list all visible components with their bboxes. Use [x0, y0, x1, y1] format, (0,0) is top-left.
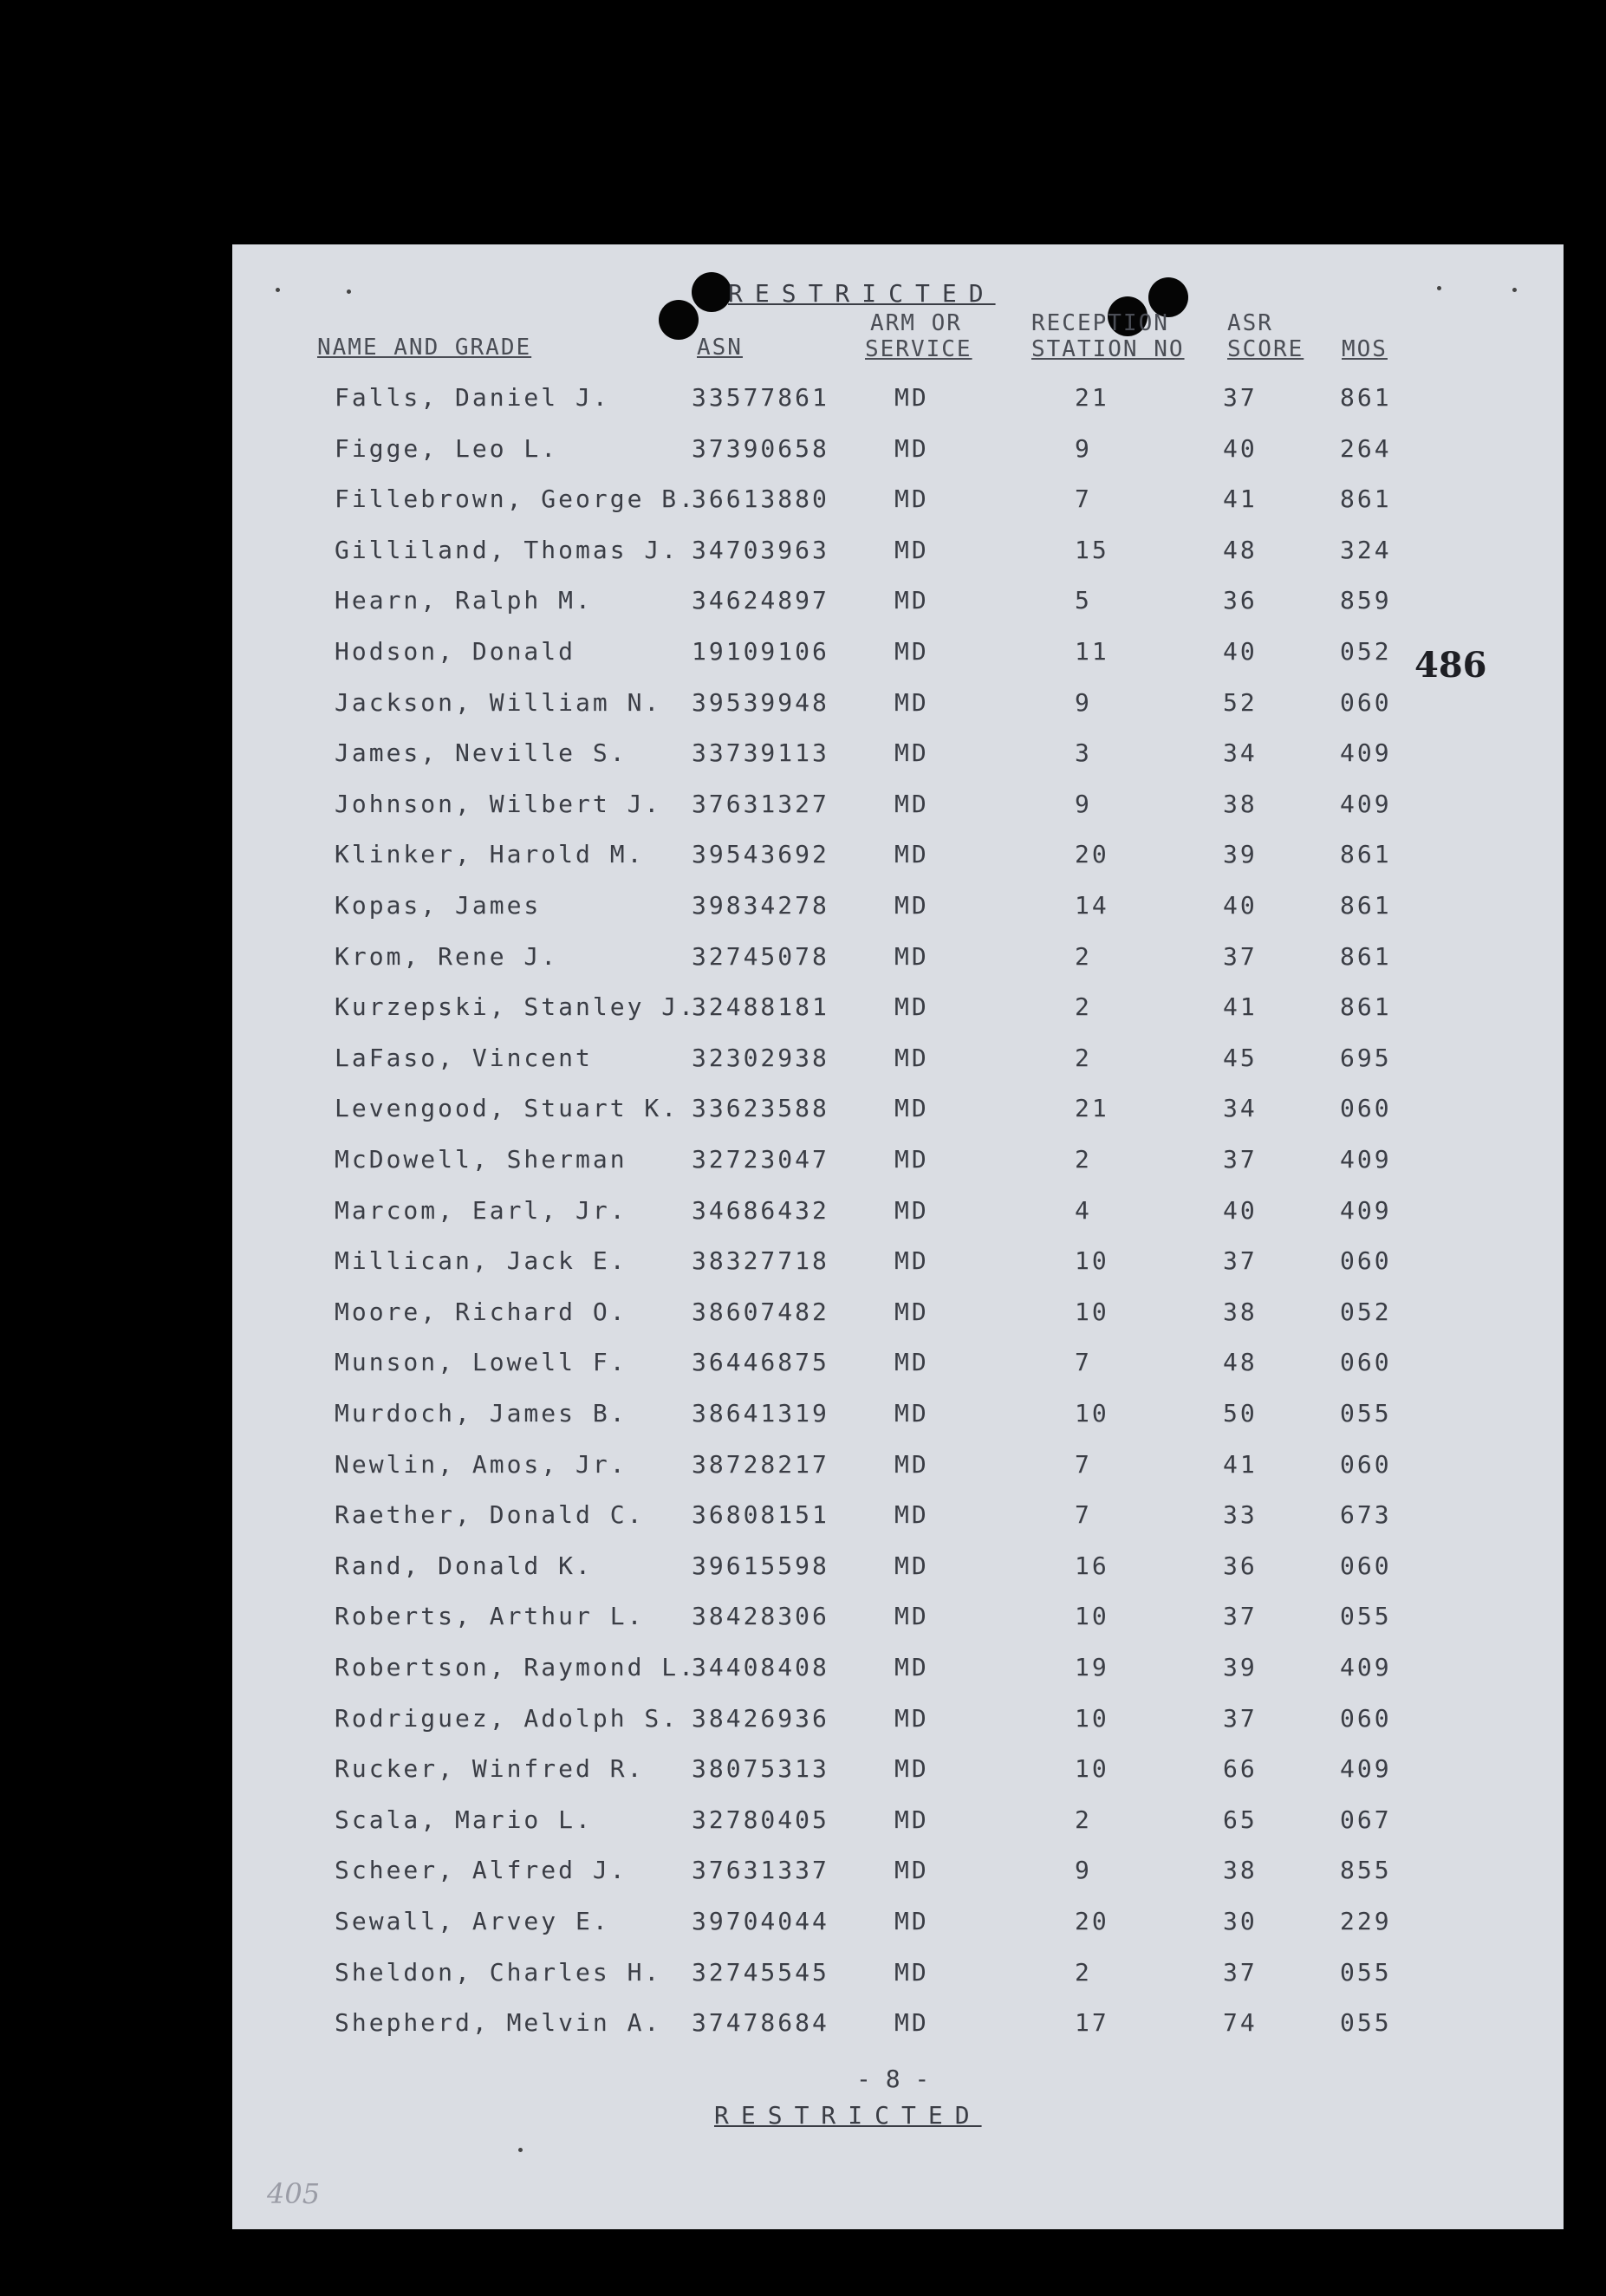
cell-mos: 060	[1340, 1703, 1392, 1733]
cell-asr-score: 37	[1223, 1145, 1258, 1174]
cell-asn: 34703963	[692, 535, 829, 564]
cell-reception-station: 2	[1075, 941, 1092, 971]
table-row	[232, 942, 1564, 992]
cell-mos: 409	[1340, 1653, 1392, 1681]
table-row	[232, 688, 1564, 738]
cell-asn: 32723047	[692, 1145, 829, 1174]
cell-asn: 34686432	[692, 1195, 829, 1225]
cell-reception-station: 17	[1075, 2008, 1109, 2038]
cell-asr-score: 36	[1223, 586, 1258, 615]
document-page	[232, 244, 1564, 2229]
cell-asr-score: 37	[1223, 1246, 1258, 1276]
cell-mos: 324	[1340, 535, 1392, 564]
cell-reception-station: 2	[1075, 1145, 1092, 1174]
cell-reception-station: 2	[1075, 1957, 1092, 1987]
table-row	[232, 1907, 1564, 1957]
cell-asn: 37631337	[692, 1856, 829, 1885]
cell-name: Gilliland, Thomas J.	[335, 535, 679, 564]
cell-arm-service: MD	[894, 1043, 929, 1072]
cell-asr-score: 41	[1223, 1449, 1258, 1479]
punch-hole	[692, 272, 731, 312]
column-header-asr-line2: SCORE	[1227, 336, 1304, 362]
cell-name: Raether, Donald C.	[335, 1500, 645, 1530]
cell-mos: 855	[1340, 1856, 1392, 1885]
cell-arm-service: MD	[894, 1246, 929, 1276]
cell-reception-station: 4	[1075, 1195, 1092, 1225]
cell-arm-service: MD	[894, 485, 929, 514]
cell-asr-score: 50	[1223, 1399, 1258, 1428]
cell-arm-service: MD	[894, 687, 929, 717]
cell-asn: 34408408	[692, 1653, 829, 1681]
cell-name: Rucker, Winfred R.	[335, 1754, 645, 1784]
cell-name: Kopas, James	[335, 891, 542, 920]
cell-arm-service: MD	[894, 1297, 929, 1326]
cell-asn: 32745078	[692, 941, 829, 971]
cell-asr-score: 48	[1223, 1348, 1258, 1377]
cell-reception-station: 16	[1075, 1551, 1109, 1580]
column-header-station	[1031, 310, 1185, 362]
cell-arm-service: MD	[894, 586, 929, 615]
cell-asr-score: 74	[1223, 2008, 1258, 2038]
cell-reception-station: 7	[1075, 1449, 1092, 1479]
cell-asr-score: 45	[1223, 1043, 1258, 1072]
cell-mos: 861	[1340, 891, 1392, 920]
cell-asr-score: 38	[1223, 1297, 1258, 1326]
cell-reception-station: 2	[1075, 992, 1092, 1022]
cell-name: Shepherd, Melvin A.	[335, 2008, 662, 2038]
column-header-name	[317, 335, 531, 361]
table-row	[232, 2008, 1564, 2059]
cell-reception-station: 15	[1075, 535, 1109, 564]
column-header-name-label: NAME AND GRADE	[317, 335, 532, 361]
cell-name: McDowell, Sherman	[335, 1145, 627, 1174]
speck	[1512, 288, 1517, 292]
table-row	[232, 1653, 1564, 1703]
cell-name: Millican, Jack E.	[335, 1246, 627, 1276]
cell-reception-station: 2	[1075, 1043, 1092, 1072]
column-header-mos	[1342, 336, 1388, 362]
cell-arm-service: MD	[894, 1602, 929, 1631]
cell-arm-service: MD	[894, 383, 929, 412]
cell-arm-service: MD	[894, 637, 929, 666]
cell-asr-score: 33	[1223, 1500, 1258, 1530]
cell-mos: 060	[1340, 1449, 1392, 1479]
cell-reception-station: 5	[1075, 586, 1092, 615]
cell-name: Sheldon, Charles H.	[335, 1957, 662, 1987]
cell-mos: 060	[1340, 1246, 1392, 1276]
cell-arm-service: MD	[894, 433, 929, 463]
cell-asn: 38426936	[692, 1703, 829, 1733]
column-header-asr-line1: ASR	[1227, 310, 1273, 336]
cell-mos: 409	[1340, 789, 1392, 818]
cell-name: Murdoch, James B.	[335, 1399, 627, 1428]
cell-reception-station: 10	[1075, 1754, 1109, 1784]
cell-asn: 33577861	[692, 383, 829, 412]
cell-reception-station: 20	[1075, 840, 1109, 869]
cell-asn: 39543692	[692, 840, 829, 869]
cell-asn: 39834278	[692, 891, 829, 920]
cell-asn: 39615598	[692, 1551, 829, 1580]
cell-asn: 38327718	[692, 1246, 829, 1276]
cell-asr-score: 40	[1223, 891, 1258, 920]
cell-arm-service: MD	[894, 1195, 929, 1225]
table-row	[232, 1399, 1564, 1449]
cell-name: Rodriguez, Adolph S.	[335, 1703, 679, 1733]
cell-asr-score: 37	[1223, 941, 1258, 971]
cell-name: Levengood, Stuart K.	[335, 1094, 679, 1123]
cell-arm-service: MD	[894, 891, 929, 920]
cell-arm-service: MD	[894, 1703, 929, 1733]
cell-asr-score: 41	[1223, 992, 1258, 1022]
column-header-asn-label: ASN	[697, 335, 743, 361]
cell-reception-station: 7	[1075, 1348, 1092, 1377]
cell-mos: 409	[1340, 1195, 1392, 1225]
cell-arm-service: MD	[894, 1907, 929, 1935]
table-row	[232, 383, 1564, 433]
cell-name: Jackson, William N.	[335, 687, 662, 717]
cell-arm-service: MD	[894, 1399, 929, 1428]
cell-asr-score: 37	[1223, 383, 1258, 412]
table-row	[232, 1602, 1564, 1652]
cell-asn: 33623588	[692, 1094, 829, 1123]
cell-reception-station: 10	[1075, 1602, 1109, 1631]
column-header-asr	[1227, 310, 1304, 362]
cell-asn: 36613880	[692, 485, 829, 514]
cell-arm-service: MD	[894, 941, 929, 971]
cell-reception-station: 19	[1075, 1653, 1109, 1681]
cell-asn: 38428306	[692, 1602, 829, 1631]
cell-reception-station: 9	[1075, 1856, 1092, 1885]
table-row	[232, 586, 1564, 636]
cell-mos: 060	[1340, 1094, 1392, 1123]
footer-restricted: RESTRICTED	[714, 2101, 982, 2130]
cell-arm-service: MD	[894, 1856, 929, 1885]
cell-asr-score: 66	[1223, 1754, 1258, 1784]
cell-asn: 38641319	[692, 1399, 829, 1428]
cell-asn: 33739113	[692, 738, 829, 768]
cell-reception-station: 10	[1075, 1399, 1109, 1428]
stamped-number: 486	[1414, 645, 1487, 686]
cell-asn: 38075313	[692, 1754, 829, 1784]
cell-arm-service: MD	[894, 535, 929, 564]
page-number: - 8 -	[856, 2065, 930, 2093]
cell-name: Hodson, Donald	[335, 637, 576, 666]
cell-asn: 39704044	[692, 1907, 829, 1935]
cell-asr-score: 30	[1223, 1907, 1258, 1935]
cell-name: Klinker, Harold M.	[335, 840, 645, 869]
cell-reception-station: 10	[1075, 1703, 1109, 1733]
cell-mos: 695	[1340, 1043, 1392, 1072]
table-row	[232, 1348, 1564, 1398]
table-row	[232, 738, 1564, 789]
cell-mos: 055	[1340, 2008, 1392, 2038]
cell-asr-score: 38	[1223, 789, 1258, 818]
cell-asr-score: 40	[1223, 1195, 1258, 1225]
cell-name: Marcom, Earl, Jr.	[335, 1195, 627, 1225]
cell-name: Scheer, Alfred J.	[335, 1856, 627, 1885]
header-restricted: RESTRICTED	[728, 279, 996, 308]
cell-reception-station: 14	[1075, 891, 1109, 920]
cell-mos: 861	[1340, 992, 1392, 1022]
cell-reception-station: 3	[1075, 738, 1092, 768]
cell-arm-service: MD	[894, 789, 929, 818]
cell-mos: 052	[1340, 637, 1392, 666]
cell-reception-station: 9	[1075, 433, 1092, 463]
cell-asn: 32780405	[692, 1805, 829, 1834]
cell-mos: 861	[1340, 941, 1392, 971]
cell-asr-score: 39	[1223, 1653, 1258, 1681]
table-row	[232, 1856, 1564, 1906]
cell-arm-service: MD	[894, 2008, 929, 2038]
cell-name: Newlin, Amos, Jr.	[335, 1449, 627, 1479]
cell-name: LaFaso, Vincent	[335, 1043, 593, 1072]
cell-arm-service: MD	[894, 1805, 929, 1834]
table-row	[232, 1094, 1564, 1144]
cell-asn: 37390658	[692, 433, 829, 463]
table-row	[232, 891, 1564, 941]
cell-mos: 861	[1340, 840, 1392, 869]
cell-asr-score: 65	[1223, 1805, 1258, 1834]
table-row	[232, 1958, 1564, 2008]
cell-asn: 34624897	[692, 586, 829, 615]
speck	[1437, 286, 1441, 290]
cell-asr-score: 40	[1223, 637, 1258, 666]
cell-name: Moore, Richard O.	[335, 1297, 627, 1326]
table-row	[232, 1298, 1564, 1348]
cell-mos: 060	[1340, 1348, 1392, 1377]
cell-mos: 859	[1340, 586, 1392, 615]
cell-reception-station: 10	[1075, 1297, 1109, 1326]
cell-mos: 861	[1340, 485, 1392, 514]
cell-asr-score: 48	[1223, 535, 1258, 564]
cell-asn: 36446875	[692, 1348, 829, 1377]
cell-asr-score: 34	[1223, 1094, 1258, 1123]
cell-mos: 055	[1340, 1957, 1392, 1987]
cell-arm-service: MD	[894, 992, 929, 1022]
cell-reception-station: 7	[1075, 485, 1092, 514]
cell-asr-score: 39	[1223, 840, 1258, 869]
cell-asn: 19109106	[692, 637, 829, 666]
cell-mos: 673	[1340, 1500, 1392, 1530]
cell-name: Scala, Mario L.	[335, 1805, 593, 1834]
cell-name: Figge, Leo L.	[335, 433, 559, 463]
cell-arm-service: MD	[894, 1348, 929, 1377]
table-row	[232, 840, 1564, 890]
cell-asr-score: 37	[1223, 1602, 1258, 1631]
cell-name: Roberts, Arthur L.	[335, 1602, 645, 1631]
cell-mos: 409	[1340, 1754, 1392, 1784]
cell-asr-score: 37	[1223, 1957, 1258, 1987]
table-row	[232, 1500, 1564, 1551]
cell-name: Robertson, Raymond L.	[335, 1653, 697, 1681]
cell-reception-station: 9	[1075, 687, 1092, 717]
cell-asr-score: 36	[1223, 1551, 1258, 1580]
cell-name: Krom, Rene J.	[335, 941, 559, 971]
column-header-arm-line1: ARM OR	[870, 310, 962, 336]
cell-arm-service: MD	[894, 1500, 929, 1530]
cell-name: Kurzepski, Stanley J.	[335, 992, 697, 1022]
table-row	[232, 1551, 1564, 1602]
cell-arm-service: MD	[894, 1145, 929, 1174]
column-header-station-line1: RECEPTION	[1031, 310, 1169, 336]
table-row	[232, 1145, 1564, 1195]
cell-arm-service: MD	[894, 1449, 929, 1479]
cell-mos: 229	[1340, 1907, 1392, 1935]
table-row	[232, 1196, 1564, 1246]
cell-arm-service: MD	[894, 1094, 929, 1123]
cell-arm-service: MD	[894, 1754, 929, 1784]
cell-arm-service: MD	[894, 840, 929, 869]
cell-asr-score: 34	[1223, 738, 1258, 768]
cell-asn: 32745545	[692, 1957, 829, 1987]
cell-mos: 067	[1340, 1805, 1392, 1834]
cell-name: Hearn, Ralph M.	[335, 586, 593, 615]
cell-reception-station: 11	[1075, 637, 1109, 666]
speck	[347, 289, 351, 294]
table-row	[232, 1044, 1564, 1094]
table-row	[232, 1754, 1564, 1805]
cell-name: James, Neville S.	[335, 738, 627, 768]
column-header-arm	[865, 310, 972, 362]
cell-asn: 32488181	[692, 992, 829, 1022]
cell-mos: 055	[1340, 1399, 1392, 1428]
cell-mos: 055	[1340, 1602, 1392, 1631]
cell-mos: 409	[1340, 1145, 1392, 1174]
cell-asn: 36808151	[692, 1500, 829, 1530]
cell-arm-service: MD	[894, 1957, 929, 1987]
cell-mos: 052	[1340, 1297, 1392, 1326]
cell-name: Munson, Lowell F.	[335, 1348, 627, 1377]
cell-mos: 060	[1340, 687, 1392, 717]
cell-asr-score: 52	[1223, 687, 1258, 717]
table-row	[232, 790, 1564, 840]
cell-asr-score: 38	[1223, 1856, 1258, 1885]
cell-arm-service: MD	[894, 1653, 929, 1681]
cell-mos: 060	[1340, 1551, 1392, 1580]
punch-hole	[659, 300, 699, 340]
cell-mos: 264	[1340, 433, 1392, 463]
cell-asr-score: 37	[1223, 1703, 1258, 1733]
cell-reception-station: 2	[1075, 1805, 1092, 1834]
speck	[276, 288, 280, 292]
handwritten-note: 405	[267, 2177, 321, 2210]
cell-reception-station: 21	[1075, 383, 1109, 412]
cell-mos: 861	[1340, 383, 1392, 412]
cell-name: Falls, Daniel J.	[335, 383, 610, 412]
table-row	[232, 1246, 1564, 1297]
cell-asn: 39539948	[692, 687, 829, 717]
cell-asr-score: 40	[1223, 433, 1258, 463]
column-header-asn	[697, 335, 743, 361]
table-row	[232, 1805, 1564, 1856]
speck	[518, 2148, 523, 2152]
cell-reception-station: 20	[1075, 1907, 1109, 1935]
table-row	[232, 434, 1564, 485]
cell-arm-service: MD	[894, 1551, 929, 1580]
column-header-arm-line2: SERVICE	[865, 336, 972, 362]
table-row	[232, 1450, 1564, 1500]
cell-arm-service: MD	[894, 738, 929, 768]
cell-asn: 32302938	[692, 1043, 829, 1072]
cell-asn: 38728217	[692, 1449, 829, 1479]
cell-reception-station: 9	[1075, 789, 1092, 818]
cell-asn: 37478684	[692, 2008, 829, 2038]
cell-name: Johnson, Wilbert J.	[335, 789, 662, 818]
cell-asn: 37631327	[692, 789, 829, 818]
table-row	[232, 1704, 1564, 1754]
table-row	[232, 536, 1564, 586]
table-row	[232, 992, 1564, 1043]
cell-reception-station: 21	[1075, 1094, 1109, 1123]
cell-reception-station: 10	[1075, 1246, 1109, 1276]
cell-mos: 409	[1340, 738, 1392, 768]
cell-name: Rand, Donald K.	[335, 1551, 593, 1580]
table-row	[232, 637, 1564, 687]
cell-reception-station: 7	[1075, 1500, 1092, 1530]
cell-asr-score: 41	[1223, 485, 1258, 514]
cell-name: Sewall, Arvey E.	[335, 1907, 610, 1935]
cell-name: Fillebrown, George B.	[335, 485, 697, 514]
table-row	[232, 485, 1564, 535]
column-header-station-line2: STATION NO	[1031, 336, 1185, 362]
column-header-mos-label: MOS	[1342, 336, 1388, 362]
cell-asn: 38607482	[692, 1297, 829, 1326]
